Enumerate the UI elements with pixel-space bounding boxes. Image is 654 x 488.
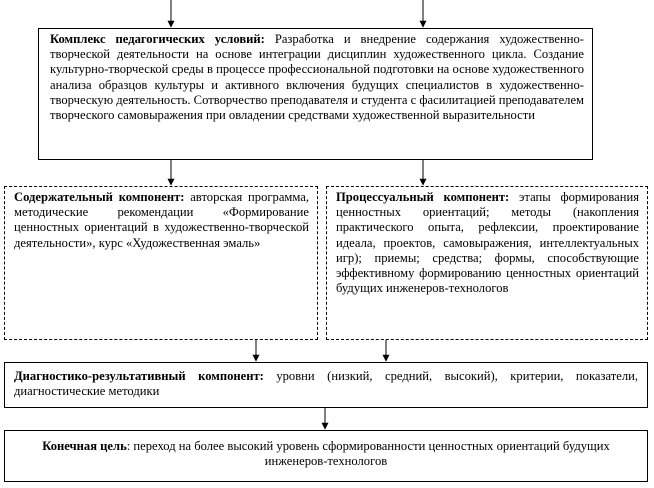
process-component-text: этапы формирования ценностных ориентаций; методы (накопления практического опыта, рефлексии, проектирование идеала, проектов, самовыражения, интеллектуальных игр); приемы; средства; формы, способствующие эффективному формированию ценностных ориентаций будущих инженеров-технологов [336,190,639,296]
diagnostic-component-text: уровни (низкий, средний, высокий), критерии, показатели, диагностические методики [14,369,638,399]
pedagogical-conditions-heading: Комплекс педагогических условий: [50,32,265,46]
process-component-heading: Процессуальный компонент: [336,190,510,204]
pedagogical-conditions-box [38,28,593,160]
content-component-text: авторская программа, методические рекомендации «Формирование ценностных ориентаций в художественно-творческой деятельности», курс «Художественная эмаль» [14,190,310,250]
final-goal-heading: Конечная цель [42,439,127,453]
pedagogical-conditions-text: Разработка и внедрение содержания художественно-творческой деятельности на основе интеграции дисциплин художественного цикла. Создание культурно-творческой среды в процессе профессиональной подготовки на основе художественного анализа образцов культуры и активного включения будущих специалистов в художественно-творческую деятельность. Сотворчество преподавателя и студента с фасилитацией преподавателем творческого самовыражения при овладении средствами художественной выразительности [50,32,584,123]
final-goal-text: : переход на более высокий уровень сформированности ценностных ориентаций будущих инженеров-технологов [126,439,610,469]
diagnostic-component-box [4,362,648,408]
content-component-box [4,186,318,340]
process-component-box [326,186,648,340]
diagnostic-component-heading: Диагностико-результативный компонент: [14,369,264,383]
final-goal-box [4,430,648,482]
content-component-heading: Содержательный компонент: [14,190,185,204]
